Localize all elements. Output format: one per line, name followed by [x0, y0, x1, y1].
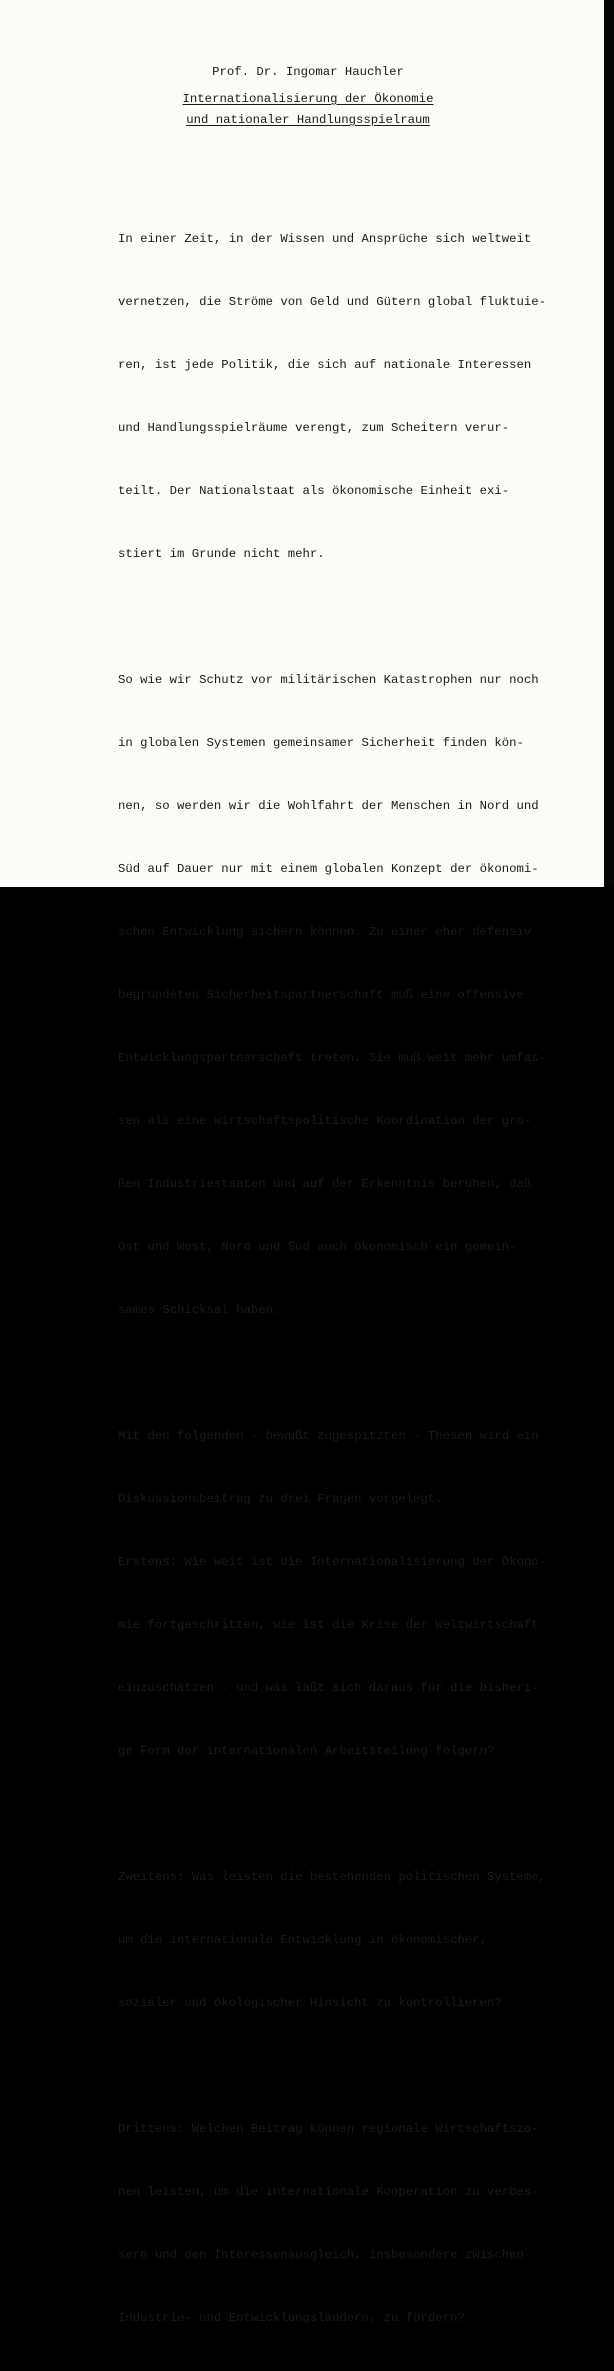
paragraph-second — [118, 1825, 548, 2056]
text-line: sozialer und ökologischer Hinsicht zu kontrollieren? — [118, 1996, 502, 2010]
paragraph-intro — [118, 187, 548, 607]
paragraph-security — [118, 628, 548, 1363]
text-line: sern und den Interessenausgleich, insbesondere zwischen — [118, 2248, 524, 2262]
text-line: Drittens: Welchen Beitrag können regionale Wirtschaftszo- — [118, 2122, 539, 2136]
text-line: stiert im Grunde nicht mehr. — [118, 547, 325, 561]
paragraph-third — [118, 2077, 548, 2371]
text-line: nen, so werden wir die Wohlfahrt der Menschen in Nord und — [118, 799, 539, 813]
text-line: einzuschätzen - und was läßt sich daraus für die bisheri- — [118, 1681, 539, 1695]
text-line: Industrie- und Entwicklungsländern, zu fördern? — [118, 2311, 465, 2325]
text-line: Entwicklungspartnerschaft treten. Sie muß weit mehr umfas- — [118, 1051, 547, 1065]
text-line: sen als eine wirtschaftspolitische Koordination der gro- — [118, 1114, 532, 1128]
text-line: teilt. Der Nationalstaat als ökonomische Einheit exi- — [118, 484, 510, 498]
text-line: Zweitens: Was leisten die bestehenden politischen Systeme, — [118, 1870, 547, 1884]
document-body — [118, 62, 548, 2371]
text-line: schen Entwicklung sichern können. Zu einer eher defensiv — [118, 925, 532, 939]
text-line: sames Schicksal haben. — [118, 1303, 281, 1317]
text-line: um die internationale Entwicklung in ökonomischer, — [118, 1933, 487, 1947]
text-line: Mit den folgenden - bewußt zugespitzten - Thesen wird ein — [118, 1429, 539, 1443]
text-line: Ost und West, Nord und Süd auch ökonomisch ein gemein- — [118, 1240, 517, 1254]
text-line: ßen Industriestaaten und auf der Erkenntnis beruhen, daß — [118, 1177, 532, 1191]
title-line: und nationaler Handlungsspielraum — [186, 113, 430, 127]
text-line: Süd auf Dauer nur mit einem globalen Konzept der ökonomi- — [118, 862, 539, 876]
text-line: Erstens: Wie weit ist die Internationalisierung der Ökono- — [118, 1555, 547, 1569]
scan-edge — [604, 0, 614, 887]
text-line: in globalen Systemen gemeinsamer Sicherheit finden kön- — [118, 736, 524, 750]
text-line: mie fortgeschritten, wie ist die Krise der Weltwirtschaft — [118, 1618, 539, 1632]
text-line: vernetzen, die Ströme von Geld und Gütern global fluktuie- — [118, 295, 547, 309]
text-line: Diskussionsbeitrag zu drei Fragen vorgelegt. — [118, 1492, 443, 1506]
text-line: und Handlungsspielräume verengt, zum Scheitern verur- — [118, 421, 510, 435]
document-title — [118, 89, 458, 131]
text-line: ren, ist jede Politik, die sich auf nationale Interessen — [118, 358, 532, 372]
text-line: In einer Zeit, in der Wissen und Ansprüche sich weltweit — [118, 232, 532, 246]
title-line: Internationalisierung der Ökonomie — [182, 92, 434, 106]
text-line: begründeten Sicherheitspartnerschaft muß eine offensive — [118, 988, 524, 1002]
paragraph-theses — [118, 1384, 548, 1804]
text-line: nen leisten, um die internationale Kooperation zu verbes- — [118, 2185, 539, 2199]
text-line: So wie wir Schutz vor militärischen Katastrophen nur noch — [118, 673, 539, 687]
text-line: ge Form der internationalen Arbeitsteilung folgern? — [118, 1744, 495, 1758]
author-line: Prof. Dr. Ingomar Hauchler — [212, 65, 404, 79]
